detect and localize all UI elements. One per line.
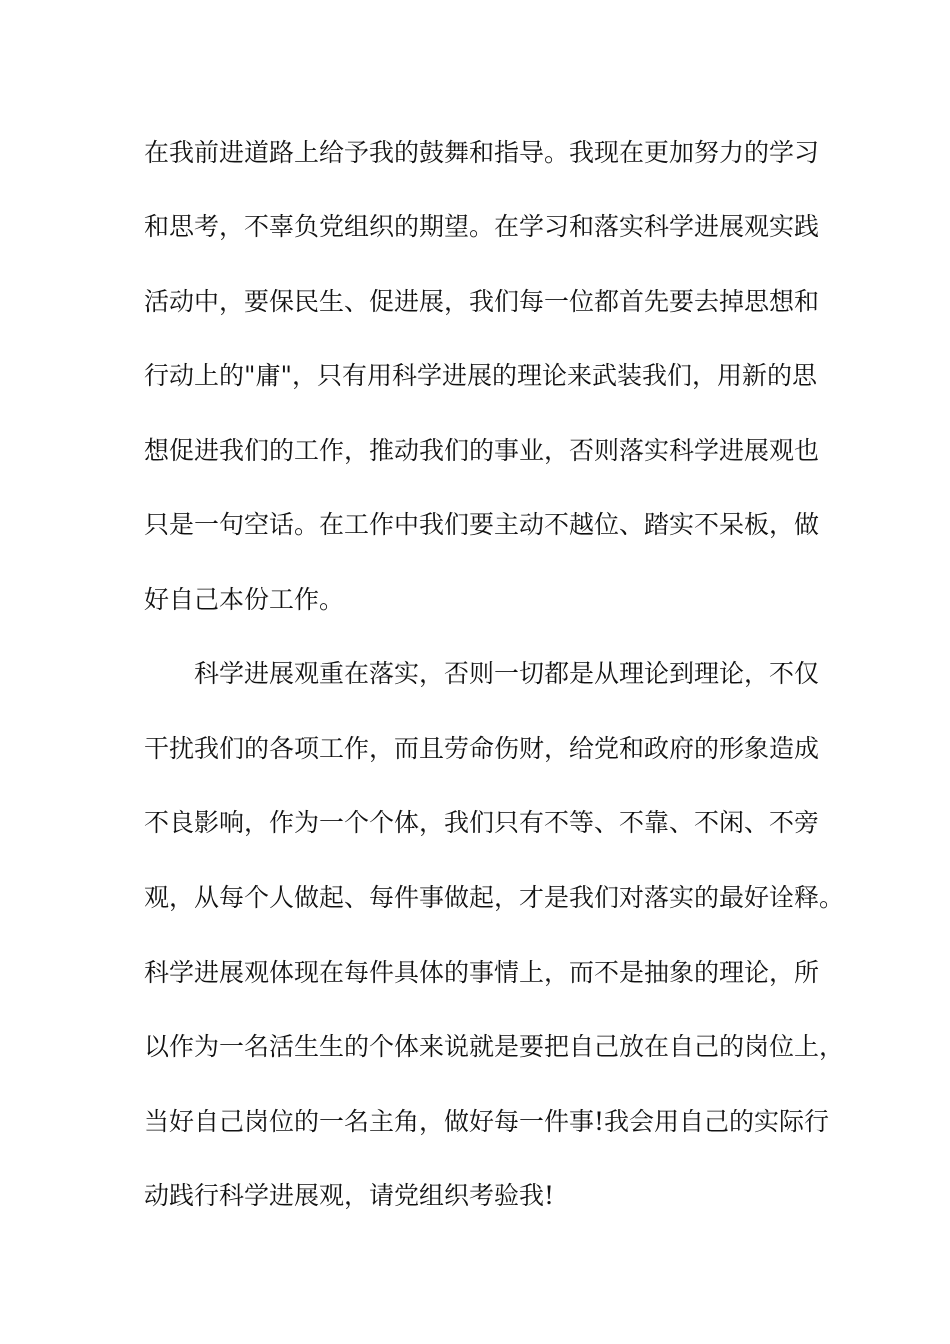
text-line: 行动上的"庸"，只有用科学进展的理论来武装我们，用新的思 [144, 361, 818, 390]
text-line: 只是一句空话。在工作中我们要主动不越位、踏实不呆板，做 [144, 510, 820, 539]
text-line: 当好自己岗位的一名主角，做好每一件事!我会用自己的实际行 [144, 1107, 830, 1136]
text-line: 以作为一名活生生的个体来说就是要把自己放在自己的岗位上， [144, 1032, 845, 1061]
text-line: 好自己本份工作。 [144, 585, 345, 614]
text-line: 动践行科学进展观，请党组织考验我! [144, 1181, 555, 1210]
text-line: 和思考，不辜负党组织的期望。在学习和落实科学进展观实践 [144, 212, 820, 241]
text-line: 观，从每个人做起、每件事做起，才是我们对落实的最好诠释。 [144, 883, 845, 912]
text-line: 科学进展观体现在每件具体的事情上，而不是抽象的理论，所 [144, 958, 820, 987]
text-line: 活动中，要保民生、促进展，我们每一位都首先要去掉思想和 [144, 287, 820, 316]
paragraph-first-line: 科学进展观重在落实，否则一切都是从理论到理论，不仅 [194, 659, 820, 688]
text-line: 在我前进道路上给予我的鼓舞和指导。我现在更加努力的学习 [144, 138, 820, 167]
text-line: 不良影响，作为一个个体，我们只有不等、不靠、不闲、不旁 [144, 808, 820, 837]
text-line: 想促进我们的工作，推动我们的事业，否则落实科学进展观也 [144, 436, 820, 465]
text-line: 干扰我们的各项工作，而且劳命伤财，给党和政府的形象造成 [144, 734, 820, 763]
